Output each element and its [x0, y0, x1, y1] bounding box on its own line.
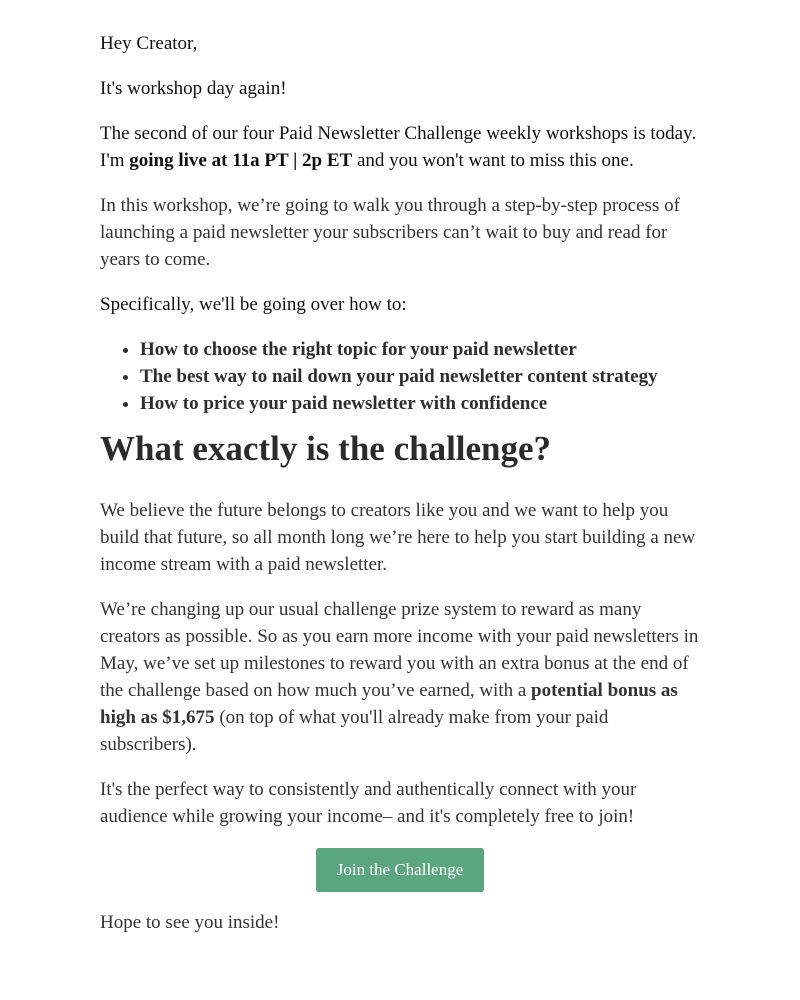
prize-paragraph	[100, 596, 700, 758]
perfect-paragraph: It's the perfect way to consistently and authentically connect with your audience while growing your income– and it's completely free to join!	[100, 779, 637, 827]
topics-intro: Specifically, we'll be going over how to:	[100, 294, 407, 315]
live-text-after: and you won't want to miss this one.	[352, 150, 634, 171]
prize-text-before: We’re changing up our usual challenge prize system to reward as many creators as possible. So as you earn more income with your paid newsletters in May, we’ve set up milestones to reward you with an extra bonus at the end of the challenge based on how much you’ve earned, with a	[100, 599, 699, 701]
signoff: Hope to see you inside!	[100, 912, 280, 933]
workshop-description: In this workshop, we’re going to walk you through a step-by-step process of launching a paid newsletter your subscribers can’t wait to buy and read for years to come.	[100, 195, 680, 270]
bonus-amount: potential bonus as high as $1,675	[100, 680, 678, 728]
join-challenge-button[interactable]: Join the Challenge	[316, 848, 485, 892]
greeting: Hey Creator,	[100, 33, 198, 54]
intro-text: It's workshop day again!	[100, 78, 287, 99]
email-body	[100, 0, 700, 936]
live-time: going live at 11a PT | 2p ET	[129, 150, 353, 171]
topic-item: • How to price your paid newsletter with confidence	[140, 390, 700, 417]
topic-item: • How to choose the right topic for your paid newsletter	[140, 336, 700, 363]
challenge-heading: What exactly is the challenge?	[100, 429, 552, 468]
prize-text-after: (on top of what you'll already make from your paid subscribers).	[100, 707, 609, 755]
topics-list	[100, 336, 700, 417]
live-text-before: The second of our four Paid Newsletter Challenge weekly workshops is today. I'm	[100, 123, 697, 171]
topic-item: • The best way to nail down your paid newsletter content strategy	[140, 363, 700, 390]
cta-container	[100, 848, 700, 892]
belief-paragraph: We believe the future belongs to creators like you and we want to help you build that future, so all month long we’re here to help you start building a new income stream with a paid newsletter.	[100, 500, 696, 575]
live-announcement	[100, 120, 700, 174]
